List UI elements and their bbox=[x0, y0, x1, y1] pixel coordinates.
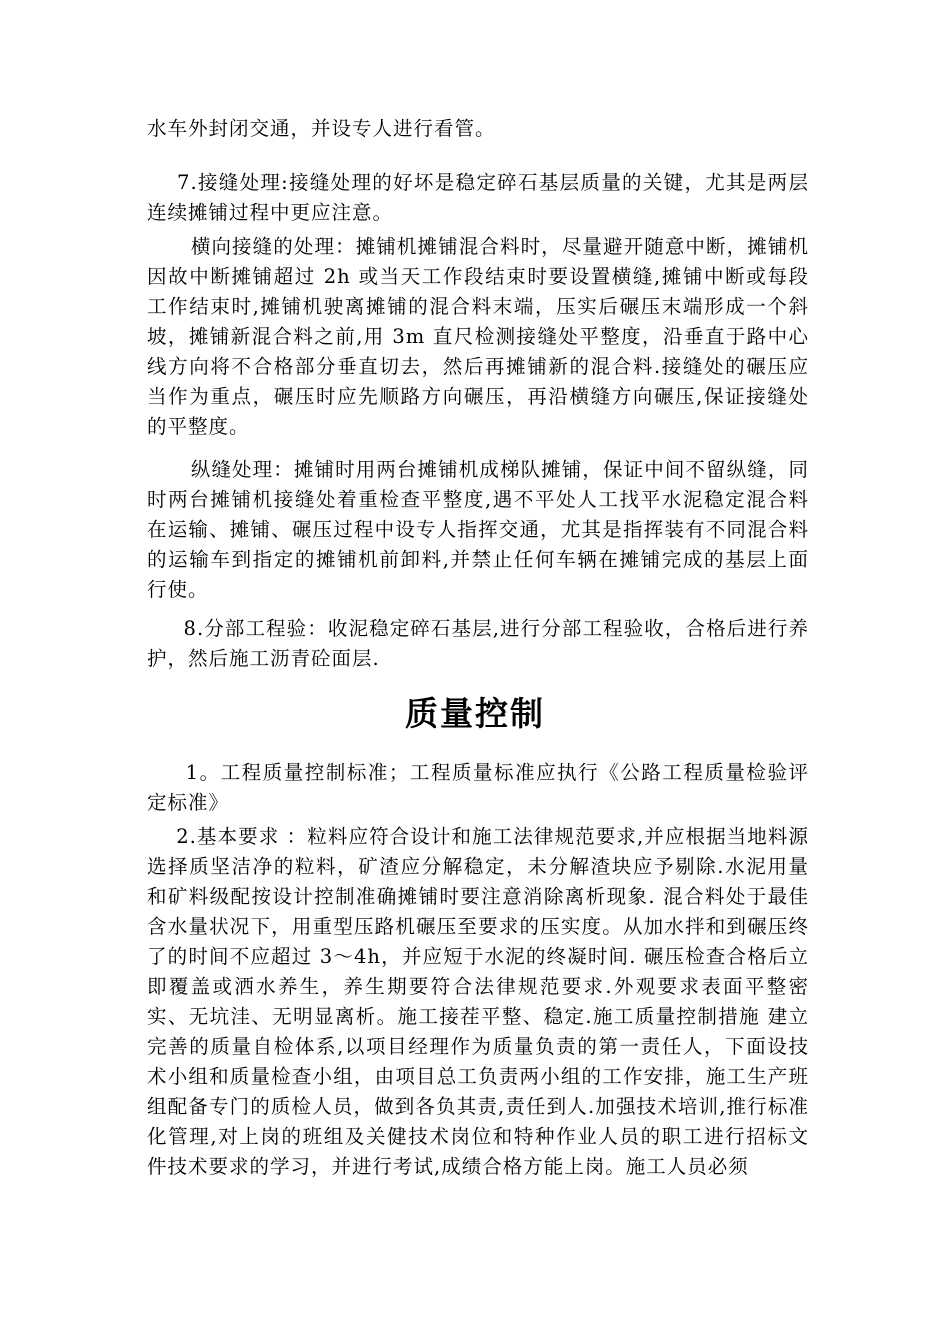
paragraph-sub-project-acceptance: 8.分部工程验：收泥稳定碎石基层,进行分部工程验收，合格后进行养护，然后施工沥青砼面层. bbox=[147, 617, 809, 670]
paragraph-traffic-closure: 水车外封闭交通，并设专人进行看管。 bbox=[147, 117, 496, 140]
paragraph-joint-treatment: 7.接缝处理:接缝处理的好坏是稳定碎石基层质量的关键，尤其是两层连续摊铺过程中更应注意。 bbox=[147, 171, 809, 224]
paragraph-longitudinal-joint: 纵缝处理：摊铺时用两台摊铺机成梯队摊铺，保证中间不留纵缝，同时两台摊铺机接缝处着重检查平整度,遇不平处人工找平水泥稳定混合料在运输、摊铺、碾压过程中设专人指挥交通，尤其是指挥装有不同混合料的运输车到指定的摊铺机前卸料,并禁止任何车辆在摊铺完成的基层上面行使。 bbox=[147, 458, 809, 601]
paragraph-quality-standard: 1。工程质量控制标准；工程质量标准应执行《公路工程质量检验评定标准》 bbox=[147, 761, 809, 814]
paragraph-transverse-joint: 横向接缝的处理：摊铺机摊铺混合料时，尽量避开随意中断，摊铺机因故中断摊铺超过 2h 或当天工作段结束时要设置横缝,摊铺中断或每段工作结束时,摊铺机驶离摊铺的混合料末端，压实后碾压末端形成一个斜坡，摊铺新混合料之前,用 3m 直尺检测接缝处平整度，沿垂直于路中心线方向将不合格部分垂直切去，然后再摊铺新的混合料.接缝处的碾压应当作为重点，碾压时应先顺路方向碾压，再沿横缝方向碾压,保证接缝处的平整度。 bbox=[147, 235, 809, 438]
paragraph-basic-requirements: 2.基本要求 ：粒料应符合设计和施工法律规范要求,并应根据当地料源选择质坚洁净的粒料，矿渣应分解稳定，未分解渣块应予剔除.水泥用量和矿料级配按设计控制准确摊铺时要注意消除离析现象. 混合料处于最佳含水量状况下，用重型压路机碾压至要求的压实度。从加水拌和到碾压终了的时间不应超过 3～4h，并应短于水泥的终凝时间. 碾压检查合格后立即覆盖或洒水养生，养生期要符合法律规范要求.外观要求表面平整密实、无坑洼、无明显离析。施工接茬平整、稳定.施工质量控制措施 建立完善的质量自检体系,以项目经理作为质量负责的第一责任人，下面设技术小组和质量检查小组，由项目总工负责两小组的工作安排，施工生产班组配备专门的质检人员，做到各负其责,责任到人.加强技术培训,推行标准化管理,对上岗的班组及关健技术岗位和特种作业人员的职工进行招标文件技术要求的学习，并进行考试,成绩合格方能上岗。施工人员必须 bbox=[147, 825, 809, 1178]
section-heading-quality-control: 质量控制 bbox=[405, 694, 545, 733]
